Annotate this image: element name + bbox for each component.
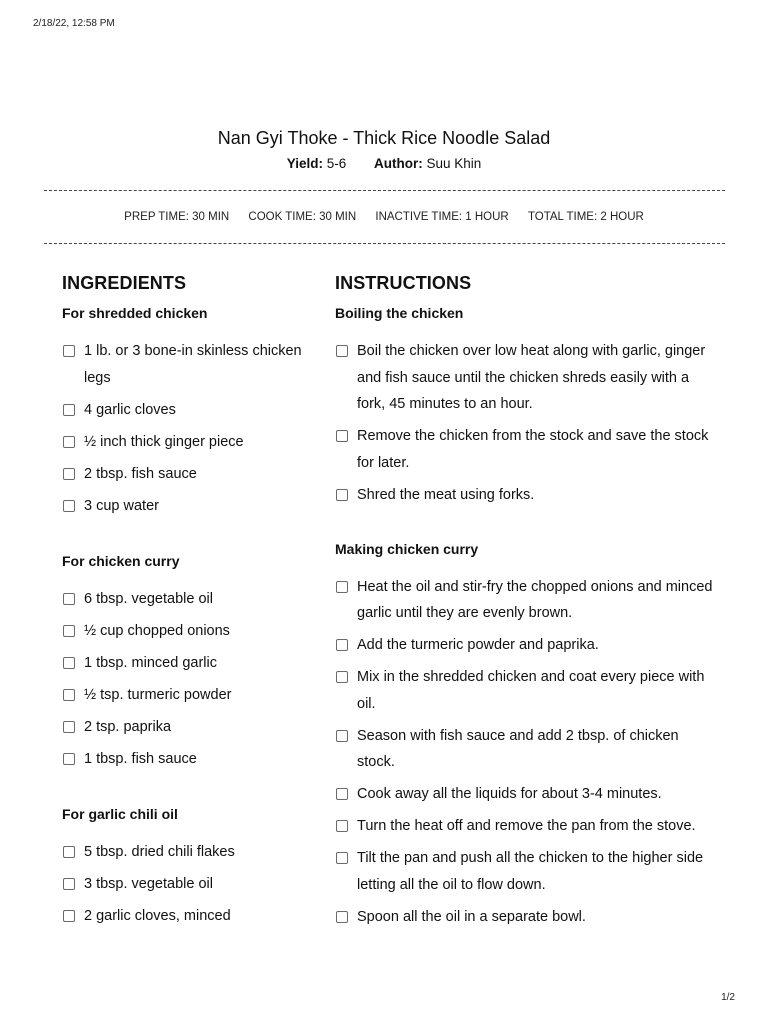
total-time: TOTAL TIME: 2 HOUR — [527, 211, 644, 223]
ingredient-text: 1 lb. or 3 bone-in skinless chicken legs — [84, 343, 302, 386]
instruction-step[interactable] — [335, 423, 720, 476]
checkbox[interactable] — [63, 404, 75, 416]
checkbox[interactable] — [63, 625, 75, 637]
instruction-list — [335, 574, 720, 931]
ingredients-heading: INGREDIENTS — [62, 273, 187, 293]
instruction-step[interactable] — [335, 338, 720, 418]
checkbox[interactable] — [336, 430, 348, 442]
instruction-step[interactable] — [335, 664, 720, 717]
recipe-title: Nan Gyi Thoke - Thick Rice Noodle Salad — [217, 128, 551, 149]
ingredient-text: 2 tsp. paprika — [84, 718, 172, 735]
inactive-time: INACTIVE TIME: 1 HOUR — [375, 211, 509, 223]
ingredient-text: 1 tbsp. fish sauce — [84, 750, 197, 767]
ingredient-item[interactable] — [62, 682, 302, 709]
checkbox[interactable] — [336, 639, 348, 651]
print-timestamp: 2/18/22, 12:58 PM — [33, 18, 115, 29]
checkbox[interactable] — [63, 689, 75, 701]
instruction-text: Turn the heat off and remove the pan from the stove. — [357, 818, 696, 834]
checkbox[interactable] — [63, 468, 75, 480]
ingredient-group-title: For shredded chicken — [62, 305, 208, 321]
instruction-step[interactable] — [335, 632, 720, 659]
ingredient-text: ½ tsp. turmeric powder — [84, 686, 232, 703]
recipe-meta — [0, 156, 768, 171]
ingredient-item[interactable] — [62, 461, 302, 488]
instruction-text: Season with fish sauce and add 2 tbsp. of chicken stock. — [357, 727, 679, 770]
checkbox[interactable] — [63, 878, 75, 890]
instruction-text: Mix in the shredded chicken and coat every piece with oil. — [357, 669, 705, 712]
checkbox[interactable] — [336, 671, 348, 683]
ingredient-text: 1 tbsp. minced garlic — [84, 654, 217, 671]
instruction-text: Tilt the pan and push all the chicken to the higher side letting all the oil to flow down. — [357, 850, 704, 893]
ingredient-list — [62, 839, 302, 930]
checkbox[interactable] — [63, 500, 75, 512]
ingredient-item[interactable] — [62, 839, 302, 866]
instruction-group-title: Boiling the chicken — [335, 305, 464, 321]
author-info — [374, 156, 481, 171]
checkbox[interactable] — [63, 753, 75, 765]
cook-time: COOK TIME: 30 MIN — [248, 211, 357, 223]
checkbox[interactable] — [336, 730, 348, 742]
instruction-text: Shred the meat using forks. — [357, 486, 535, 503]
author-label: Author: — [374, 156, 423, 171]
instruction-text: Heat the oil and stir-fry the chopped onions and minced garlic until they are evenly brown. — [357, 578, 713, 621]
ingredient-text: 6 tbsp. vegetable oil — [84, 590, 213, 607]
checkbox[interactable] — [63, 345, 75, 357]
checkbox[interactable] — [336, 820, 348, 832]
ingredient-text: 3 tbsp. vegetable oil — [84, 875, 213, 892]
checkbox[interactable] — [63, 846, 75, 858]
checkbox[interactable] — [336, 788, 348, 800]
checkbox[interactable] — [336, 911, 348, 923]
instruction-step[interactable] — [335, 813, 720, 840]
instruction-step[interactable] — [335, 574, 720, 627]
ingredient-item[interactable] — [62, 397, 302, 424]
author-value: Suu Khin — [426, 156, 482, 171]
instruction-step[interactable] — [335, 723, 720, 776]
ingredient-item[interactable] — [62, 903, 302, 930]
ingredient-item[interactable] — [62, 618, 302, 645]
instruction-step[interactable] — [335, 781, 720, 808]
ingredient-item[interactable] — [62, 650, 302, 677]
checkbox[interactable] — [63, 910, 75, 922]
instruction-group-title: Making chicken curry — [335, 540, 479, 557]
instructions-section — [335, 273, 720, 936]
ingredient-list — [62, 586, 302, 773]
checkbox[interactable] — [63, 436, 75, 448]
ingredient-item[interactable] — [62, 338, 302, 391]
page-number: 1/2 — [721, 992, 735, 1003]
instruction-step[interactable] — [335, 904, 720, 931]
ingredient-item[interactable] — [62, 746, 302, 773]
ingredient-group-title: For garlic chili oil — [62, 805, 178, 822]
yield-label: Yield: — [286, 156, 323, 171]
ingredient-text: 3 cup water — [84, 497, 159, 514]
checkbox[interactable] — [63, 593, 75, 605]
yield-value: 5-6 — [326, 156, 347, 171]
recipe-times — [0, 211, 768, 223]
ingredient-text: 4 garlic cloves — [84, 401, 176, 418]
ingredients-section — [62, 273, 302, 935]
ingredient-text: 5 tbsp. dried chili flakes — [84, 843, 235, 860]
ingredient-text: 2 tbsp. fish sauce — [84, 465, 197, 482]
instruction-text: Add the turmeric powder and paprika. — [357, 637, 599, 653]
checkbox[interactable] — [63, 657, 75, 669]
ingredient-text: 2 garlic cloves, minced — [84, 907, 231, 924]
instruction-text: Remove the chicken from the stock and save the stock for later. — [357, 428, 709, 471]
checkbox[interactable] — [63, 721, 75, 733]
divider-bottom — [44, 243, 725, 244]
instruction-text: Cook away all the liquids for about 3-4 minutes. — [357, 786, 662, 802]
prep-time: PREP TIME: 30 MIN — [124, 211, 230, 223]
ingredient-item[interactable] — [62, 493, 302, 520]
ingredient-item[interactable] — [62, 429, 302, 456]
ingredient-item[interactable] — [62, 871, 302, 898]
ingredient-text: ½ inch thick ginger piece — [84, 433, 244, 450]
instruction-step[interactable] — [335, 845, 720, 898]
checkbox[interactable] — [336, 489, 348, 501]
yield-info — [287, 156, 347, 171]
instruction-step[interactable] — [335, 482, 720, 509]
ingredient-list — [62, 338, 302, 519]
instruction-list — [335, 338, 720, 508]
instruction-text: Boil the chicken over low heat along with garlic, ginger and fish sauce until the chicken shreds easily with a fork, 45 minutes to an hour. — [357, 343, 706, 412]
checkbox[interactable] — [336, 581, 348, 593]
checkbox[interactable] — [336, 345, 348, 357]
ingredient-text: ½ cup chopped onions — [84, 622, 230, 639]
ingredient-item[interactable] — [62, 714, 302, 741]
ingredient-item[interactable] — [62, 586, 302, 613]
instruction-text: Spoon all the oil in a separate bowl. — [357, 908, 586, 925]
divider-top — [44, 190, 725, 191]
checkbox[interactable] — [336, 852, 348, 864]
ingredient-group-title: For chicken curry — [62, 552, 180, 569]
instructions-heading: INSTRUCTIONS — [335, 273, 472, 293]
